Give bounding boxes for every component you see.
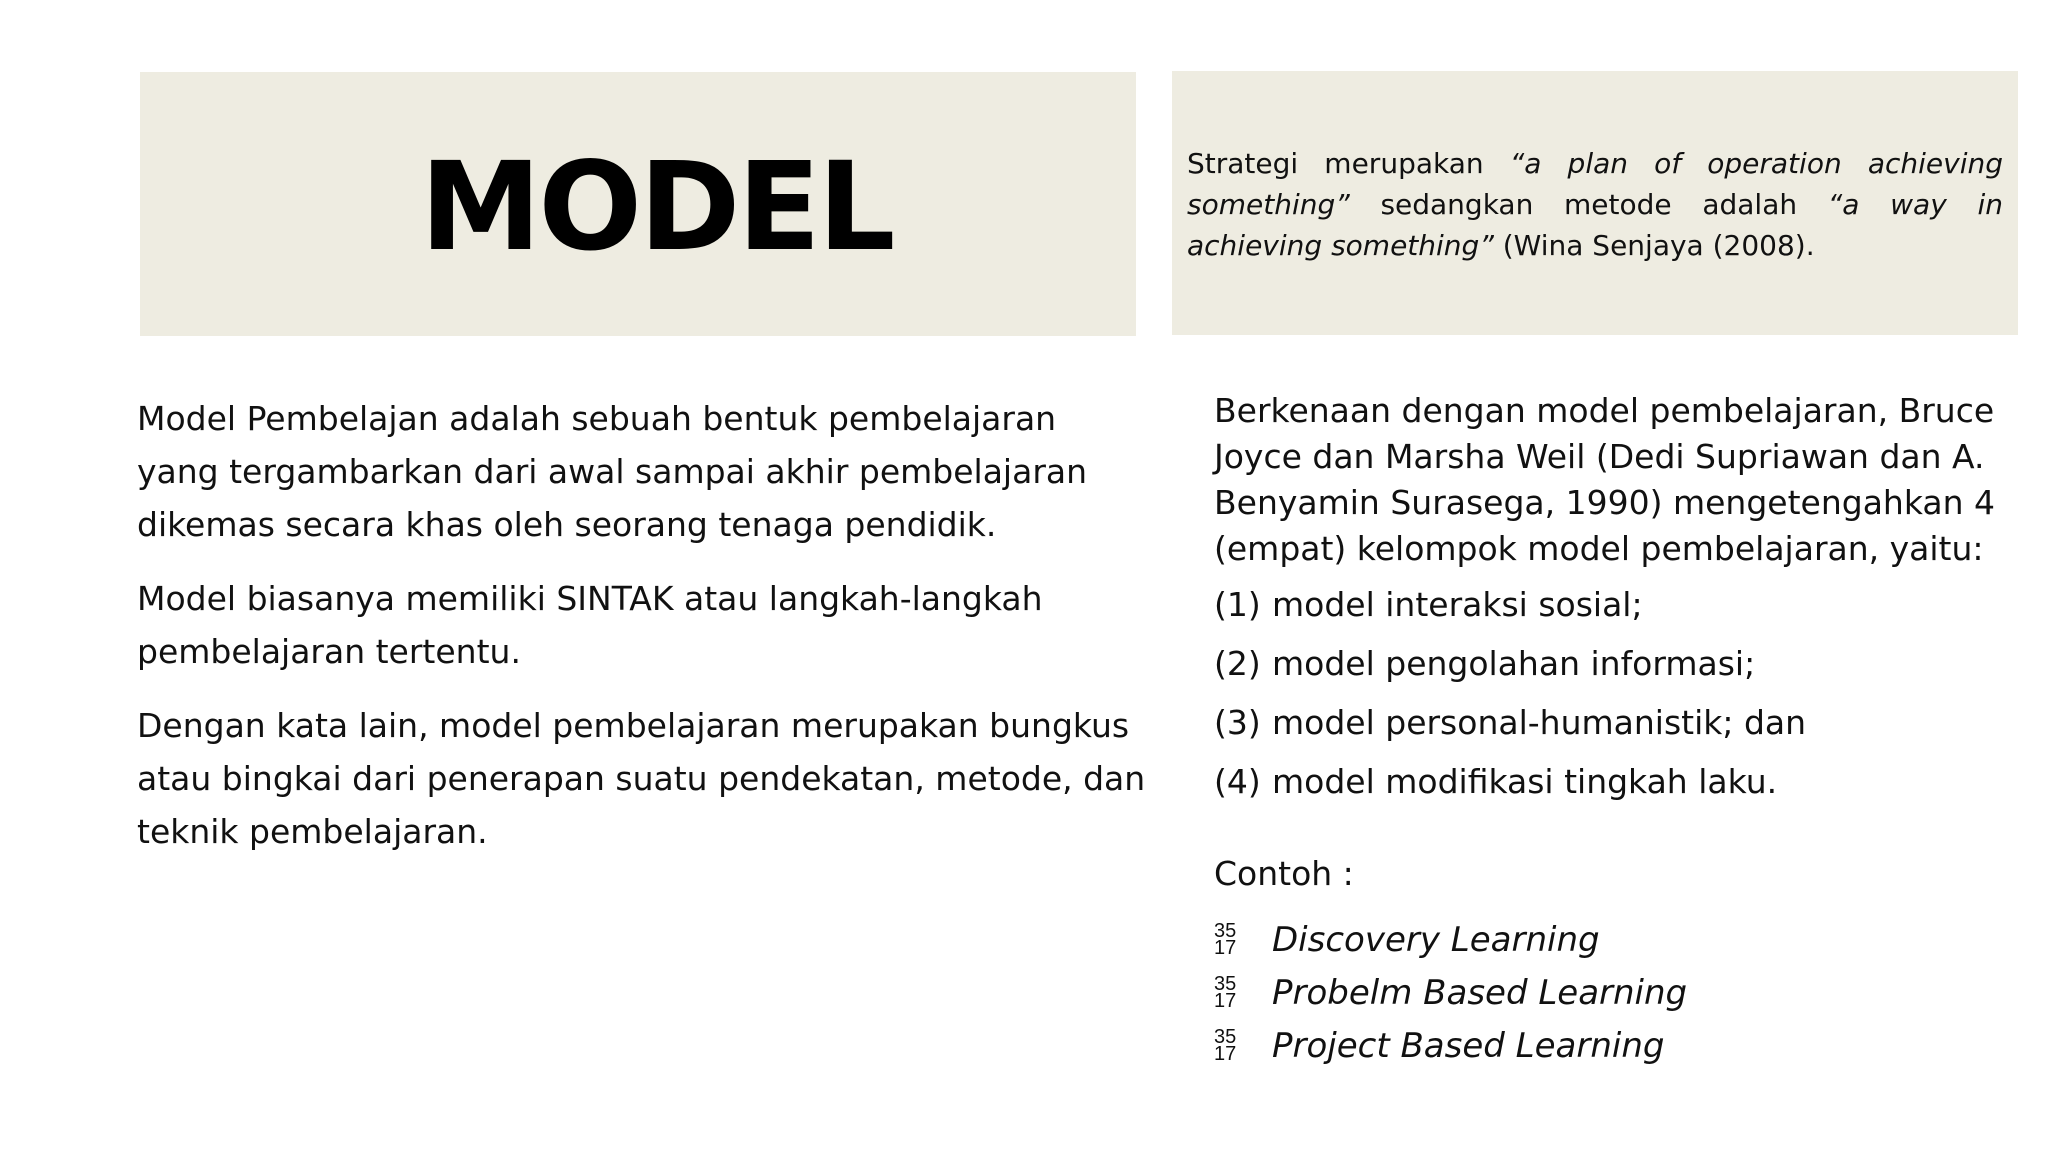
list-number: (3)	[1214, 703, 1261, 742]
example-project-based-learning: Project Based Learning	[1272, 1025, 1665, 1066]
right-column	[1214, 388, 2014, 1072]
paragraph-sintak: Model biasanya memiliki SINTAK atau langkah-langkah pembelajaran tertentu.	[137, 579, 1043, 671]
example-problem-based-learning: Probelm Based Learning	[1272, 972, 1688, 1013]
contoh-label: Contoh :	[1214, 854, 1354, 893]
list-text: model modifikasi tingkah laku.	[1272, 762, 1778, 801]
list-item	[1214, 582, 2014, 628]
list-item	[1214, 700, 2014, 746]
list-text: model interaksi sosial;	[1272, 585, 1643, 624]
quote-box	[1172, 71, 2018, 335]
list-number: (4)	[1214, 762, 1261, 801]
paragraph-definition: Model Pembelajan adalah sebuah bentuk pembelajaran yang tergambarkan dari awal sampai akhir pembelajaran dikemas secara khas oleh seorang tenaga pendidik.	[137, 399, 1088, 544]
quote-part-2: “a plan of operation achieving something”	[1187, 147, 2003, 221]
examples-list	[1214, 913, 2014, 1072]
left-column	[137, 392, 1147, 879]
paragraph-wrapper: Dengan kata lain, model pembelajaran merupakan bungkus atau bingkai dari penerapan suatu pendekatan, metode, dan teknik pembelajaran.	[137, 706, 1146, 851]
list-number: (1)	[1214, 585, 1261, 624]
fraction-bullet-icon: 35 17	[1214, 919, 1237, 959]
quote-part-1: Strategi merupakan	[1187, 147, 1510, 180]
strategy-quote	[1187, 143, 2003, 266]
list-item	[1214, 641, 2014, 687]
title-box	[140, 72, 1136, 336]
fraction-bullet-icon: 35 17	[1214, 972, 1237, 1012]
list-item	[1214, 913, 2014, 966]
list-item	[1214, 1019, 2014, 1072]
list-text: model pengolahan informasi;	[1272, 644, 1756, 683]
list-item	[1214, 966, 2014, 1019]
fraction-bullet-icon: 35 17	[1214, 1025, 1237, 1065]
slide-title: MODEL	[420, 136, 893, 278]
quote-part-5: (Wina Senjaya (2008).	[1493, 229, 1815, 262]
quote-part-3: sedangkan metode adalah	[1349, 188, 1828, 221]
list-number: (2)	[1214, 644, 1261, 683]
list-item	[1214, 759, 2014, 805]
model-groups-intro: Berkenaan dengan model pembelajaran, Bruce Joyce dan Marsha Weil (Dedi Supriawan dan A. Benyamin Surasega, 1990) mengetengahkan 4 (empat) kelompok model pembelajaran, yaitu:	[1214, 391, 1995, 568]
model-groups-list	[1214, 582, 2014, 805]
example-discovery-learning: Discovery Learning	[1272, 919, 1600, 960]
list-text: model personal-humanistik; dan	[1272, 703, 1807, 742]
quote-part-4: “a way in achieving something”	[1187, 188, 2003, 262]
